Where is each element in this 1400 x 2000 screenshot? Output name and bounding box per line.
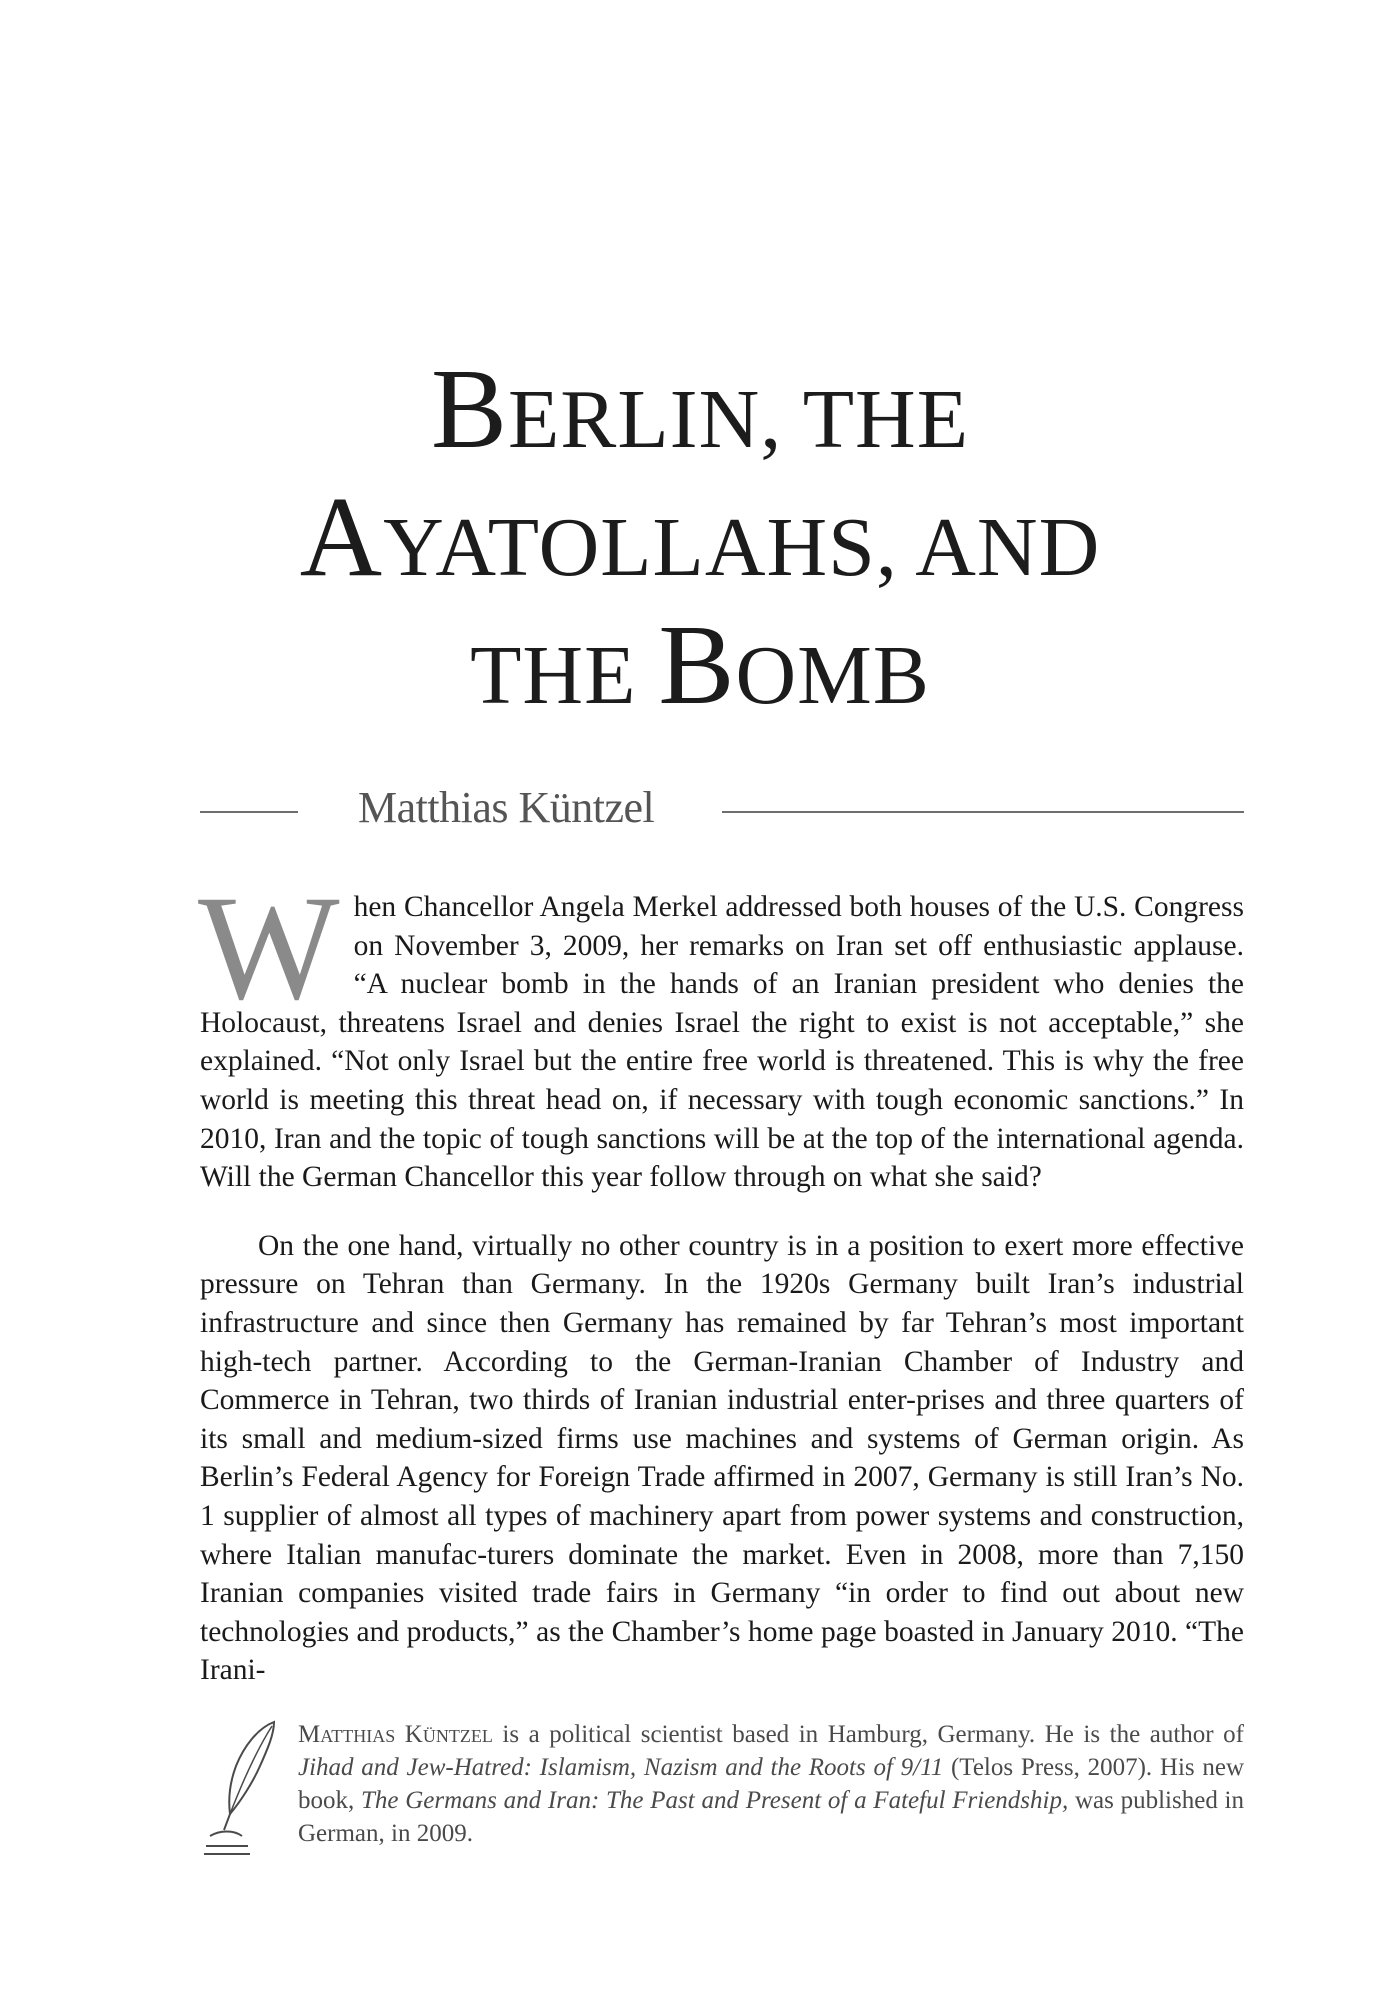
bio-book-2: The Germans and Iran: The Past and Present of a Fateful Friendship, (361, 1787, 1069, 1814)
title-line-2-text: YATOLLAHS, AND (383, 501, 1101, 594)
title-line-1 (200, 345, 1200, 473)
article-body (198, 865, 1244, 1690)
author-bio (200, 1718, 1244, 1868)
byline-rule-right (722, 811, 1244, 813)
title-line-2-capital: A (299, 473, 384, 600)
author-name: Matthias Küntzel (358, 783, 655, 832)
title-line-2 (200, 473, 1200, 601)
body-paragraph-1 (198, 865, 1244, 1197)
title-line-1-capital: B (430, 345, 508, 472)
title-line-3-prefix: THE (470, 629, 659, 722)
drop-cap: W (198, 865, 340, 1031)
bio-book-1: Jihad and Jew-Hatred: Islamism, Nazism and the Roots of 9/11 (298, 1754, 944, 1781)
title-line-3-capital: B (658, 601, 736, 728)
title-line-3-text: OMB (735, 629, 930, 722)
bio-text-part-2: (Telos Press, 2007). His new book, (298, 1754, 1244, 1814)
article-title (200, 345, 1200, 729)
bio-text (298, 1718, 1244, 1850)
quill-pen-icon (200, 1718, 280, 1858)
title-line-1-text: ERLIN, THE (507, 373, 970, 466)
bio-text-part-3: was published in German, in 2009. (298, 1787, 1245, 1847)
title-line-3 (200, 601, 1200, 729)
author-byline (200, 778, 1244, 838)
byline-rule-left (200, 811, 298, 813)
bio-author-name: Matthias Küntzel (298, 1721, 493, 1748)
bio-text-part-1: is a political scientist based in Hamburg, Germany. He is the author of (492, 1721, 1244, 1748)
body-paragraph-2: On the one hand, virtually no other country is in a position to exert more effective pressure on Tehran than Germany. In the 1920s Germany built Iran’s industrial infrastructure and since then Germany has remained by far Tehran’s most important high-tech partner. According to the German-Iranian Chamber of Industry and Commerce in Tehran, two thirds of Iranian industrial enter-prises and three quarters of its small and medium-sized firms use machines and systems of German origin. As Berlin’s Federal Agency for Foreign Trade affirmed in 2007, Germany is still Iran’s No. 1 supplier of almost all types of machinery apart from power systems and construction, where Italian manufac-turers dominate the market. Even in 2008, more than 7,150 Iranian companies visited trade fairs in Germany “in order to find out about new technologies and products,” as the Chamber’s home page boasted in January 2010. “The Irani- (200, 1229, 1244, 1687)
body-paragraph-1-text: hen Chancellor Angela Merkel addressed both houses of the U.S. Congress on November 3, 2009, her remarks on Iran set off enthusiastic applause. “A nuclear bomb in the hands of an Iranian president who denies the Holocaust, threatens Israel and denies Israel the right to exist is not acceptable,” she explained. “Not only Israel but the entire free world is threatened. This is why the free world is meeting this threat head on, if necessary with tough economic sanctions.” In 2010, Iran and the topic of tough sanctions will be at the top of the international agenda. Will the German Chancellor this year follow through on what she said? (200, 891, 1244, 1194)
